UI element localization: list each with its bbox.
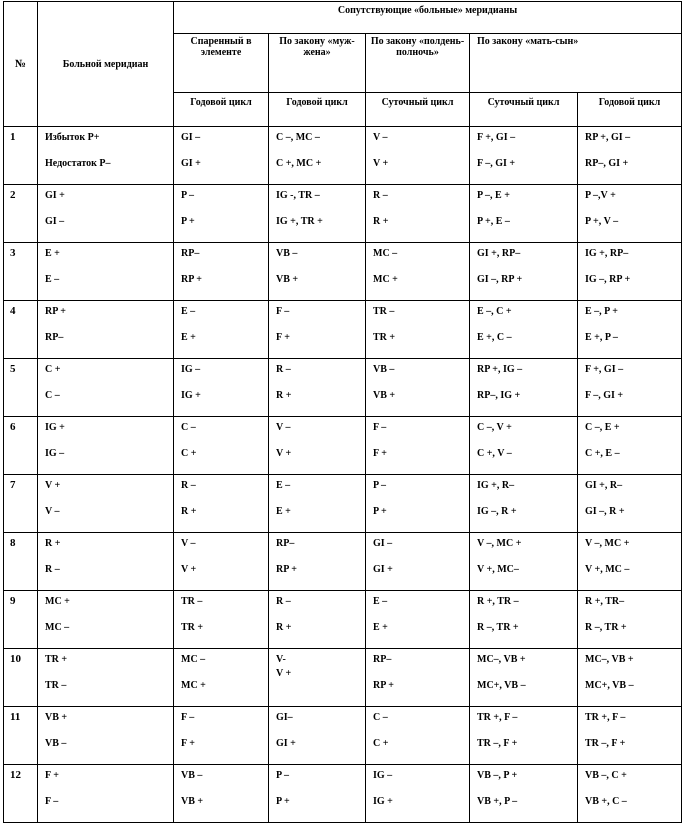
sick-meridian-cell bbox=[38, 707, 174, 765]
excess-value: R + bbox=[45, 538, 61, 549]
meridian-value: GI +, RP– bbox=[477, 248, 521, 259]
meridian-value: RP–, GI + bbox=[585, 158, 629, 169]
meridian-value: IG +, RP– bbox=[585, 248, 629, 259]
meridian-value: C –, E + bbox=[585, 422, 620, 433]
table-row bbox=[4, 649, 682, 707]
excess-value: F + bbox=[45, 770, 59, 781]
row-number: 3 bbox=[4, 243, 38, 301]
mother-son-daily-cell bbox=[470, 417, 578, 475]
meridian-value: F –, GI + bbox=[585, 390, 624, 401]
meridian-value: TR +, F – bbox=[585, 712, 626, 723]
paired-cell bbox=[174, 417, 269, 475]
meridian-value: R +, TR – bbox=[477, 596, 519, 607]
mother-son-daily-cell bbox=[470, 591, 578, 649]
row-number: 12 bbox=[4, 765, 38, 823]
header-cycle: Годовой цикл bbox=[174, 93, 269, 127]
meridian-value: F – bbox=[373, 422, 387, 433]
meridian-value: R + bbox=[276, 390, 292, 401]
meridian-value: IG –, R + bbox=[477, 506, 517, 517]
meridian-value: V + bbox=[276, 448, 292, 459]
deficiency-value: V – bbox=[45, 506, 60, 517]
table-row bbox=[4, 185, 682, 243]
meridian-value: F – bbox=[276, 306, 290, 317]
sick-meridian-cell bbox=[38, 359, 174, 417]
noon-midnight-cell bbox=[366, 301, 470, 359]
row-number: 7 bbox=[4, 475, 38, 533]
meridian-value: TR –, F + bbox=[477, 738, 518, 749]
meridian-value: TR +, F – bbox=[477, 712, 518, 723]
meridian-value: MC – bbox=[373, 248, 398, 259]
sick-meridian-cell bbox=[38, 127, 174, 185]
meridian-value: P –,V + bbox=[585, 190, 616, 201]
meridian-value: IG +, R– bbox=[477, 480, 515, 491]
meridian-value: IG + bbox=[373, 796, 393, 807]
husband-wife-cell bbox=[269, 243, 366, 301]
meridian-value: MC–, VB + bbox=[585, 654, 634, 665]
meridian-value: MC+, VB – bbox=[477, 680, 526, 691]
row-number: 11 bbox=[4, 707, 38, 765]
husband-wife-cell bbox=[269, 591, 366, 649]
meridian-value: F –, GI + bbox=[477, 158, 516, 169]
meridian-value: F + bbox=[181, 738, 195, 749]
husband-wife-cell bbox=[269, 185, 366, 243]
meridian-value: E +, P – bbox=[585, 332, 618, 343]
meridian-value: GI + bbox=[373, 564, 393, 575]
noon-midnight-cell bbox=[366, 243, 470, 301]
table-row bbox=[4, 765, 682, 823]
header-cycle: Годовой цикл bbox=[269, 93, 366, 127]
meridian-value: R –, TR + bbox=[585, 622, 627, 633]
meridian-value: MC+, VB – bbox=[585, 680, 634, 691]
table-row bbox=[4, 707, 682, 765]
mother-son-yearly-cell bbox=[578, 185, 682, 243]
meridian-value: VB + bbox=[373, 390, 396, 401]
meridian-value: GI– bbox=[276, 712, 293, 723]
meridian-value: P +, E – bbox=[477, 216, 510, 227]
meridian-value: P – bbox=[181, 190, 195, 201]
meridian-value: TR –, F + bbox=[585, 738, 626, 749]
meridian-value: E – bbox=[181, 306, 196, 317]
meridian-value: R – bbox=[181, 480, 196, 491]
meridian-value: V- bbox=[276, 654, 286, 665]
deficiency-value: F – bbox=[45, 796, 59, 807]
meridian-value: GI +, R– bbox=[585, 480, 623, 491]
sick-meridian-cell bbox=[38, 591, 174, 649]
table-body bbox=[4, 127, 682, 823]
noon-midnight-cell bbox=[366, 475, 470, 533]
deficiency-value: R – bbox=[45, 564, 60, 575]
meridian-value: VB +, P – bbox=[477, 796, 518, 807]
meridian-value: MC–, VB + bbox=[477, 654, 526, 665]
meridian-value: V –, MC + bbox=[585, 538, 630, 549]
meridian-value: V – bbox=[181, 538, 196, 549]
row-number: 9 bbox=[4, 591, 38, 649]
sick-meridian-cell bbox=[38, 475, 174, 533]
header-cycle: Суточный цикл bbox=[366, 93, 470, 127]
mother-son-yearly-cell bbox=[578, 359, 682, 417]
meridian-value: RP– bbox=[181, 248, 200, 259]
meridian-value: P – bbox=[276, 770, 290, 781]
mother-son-yearly-cell bbox=[578, 533, 682, 591]
deficiency-value: RP– bbox=[45, 332, 64, 343]
sick-meridian-cell bbox=[38, 533, 174, 591]
meridian-value: C +, MC + bbox=[276, 158, 322, 169]
table-row bbox=[4, 127, 682, 185]
husband-wife-cell bbox=[269, 765, 366, 823]
paired-cell bbox=[174, 707, 269, 765]
meridian-value: IG +, TR + bbox=[276, 216, 323, 227]
meridian-value: C – bbox=[373, 712, 388, 723]
noon-midnight-cell bbox=[366, 533, 470, 591]
meridian-value: P + bbox=[373, 506, 387, 517]
meridian-value: MC + bbox=[373, 274, 398, 285]
husband-wife-cell bbox=[269, 301, 366, 359]
row-number: 8 bbox=[4, 533, 38, 591]
table-row bbox=[4, 533, 682, 591]
header-paired: Спаренный в элементе bbox=[174, 34, 269, 93]
meridian-value: V + bbox=[373, 158, 389, 169]
meridian-value: RP–, IG + bbox=[477, 390, 521, 401]
mother-son-daily-cell bbox=[470, 765, 578, 823]
meridian-value: MC + bbox=[181, 680, 206, 691]
deficiency-value: E – bbox=[45, 274, 60, 285]
meridian-value: F – bbox=[181, 712, 195, 723]
noon-midnight-cell bbox=[366, 185, 470, 243]
meridian-value: IG – bbox=[181, 364, 201, 375]
excess-value: VB + bbox=[45, 712, 68, 723]
table-row bbox=[4, 591, 682, 649]
mother-son-yearly-cell bbox=[578, 301, 682, 359]
meridian-value: GI + bbox=[181, 158, 201, 169]
husband-wife-cell bbox=[269, 649, 366, 707]
header-sick-meridian: Больной меридиан bbox=[38, 2, 174, 127]
mother-son-daily-cell bbox=[470, 533, 578, 591]
meridian-value: R – bbox=[373, 190, 388, 201]
meridian-value: E –, C + bbox=[477, 306, 512, 317]
header-husband-wife: По закону «муж-жена» bbox=[269, 34, 366, 93]
noon-midnight-cell bbox=[366, 127, 470, 185]
meridian-value: R – bbox=[276, 364, 291, 375]
meridian-value: P + bbox=[276, 796, 290, 807]
meridian-value: RP– bbox=[373, 654, 392, 665]
excess-value: E + bbox=[45, 248, 60, 259]
paired-cell bbox=[174, 533, 269, 591]
header-noon-midnight: По закону «полдень-полночь» bbox=[366, 34, 470, 93]
meridian-value: R + bbox=[181, 506, 197, 517]
mother-son-daily-cell bbox=[470, 359, 578, 417]
header-number: № bbox=[4, 2, 38, 127]
meridian-value: P +, V – bbox=[585, 216, 619, 227]
deficiency-value: MC – bbox=[45, 622, 70, 633]
row-number: 4 bbox=[4, 301, 38, 359]
meridian-value: GI –, RP + bbox=[477, 274, 523, 285]
deficiency-value: TR – bbox=[45, 680, 67, 691]
meridian-value: GI + bbox=[276, 738, 296, 749]
header-cycle: Суточный цикл bbox=[470, 93, 578, 127]
sick-meridian-cell bbox=[38, 649, 174, 707]
meridian-value: F + bbox=[276, 332, 290, 343]
excess-value: MC + bbox=[45, 596, 70, 607]
mother-son-daily-cell bbox=[470, 475, 578, 533]
meridian-value: RP + bbox=[276, 564, 297, 575]
meridian-value: VB +, C – bbox=[585, 796, 627, 807]
header-mother-son: По закону «мать-сын» bbox=[470, 34, 682, 93]
meridian-value: GI – bbox=[373, 538, 393, 549]
meridian-value: E + bbox=[373, 622, 388, 633]
husband-wife-cell bbox=[269, 533, 366, 591]
meridian-table bbox=[3, 1, 682, 823]
deficiency-value: GI – bbox=[45, 216, 65, 227]
noon-midnight-cell bbox=[366, 649, 470, 707]
excess-value: IG + bbox=[45, 422, 65, 433]
meridian-value: V +, MC– bbox=[477, 564, 519, 575]
noon-midnight-cell bbox=[366, 417, 470, 475]
meridian-value: R + bbox=[373, 216, 389, 227]
meridian-value: R – bbox=[276, 596, 291, 607]
husband-wife-cell bbox=[269, 127, 366, 185]
sick-meridian-cell bbox=[38, 765, 174, 823]
mother-son-daily-cell bbox=[470, 301, 578, 359]
meridian-value: IG + bbox=[181, 390, 201, 401]
meridian-value: R + bbox=[276, 622, 292, 633]
husband-wife-cell bbox=[269, 417, 366, 475]
meridian-value: C –, V + bbox=[477, 422, 512, 433]
meridian-value: C – bbox=[181, 422, 196, 433]
meridian-value: P – bbox=[373, 480, 387, 491]
meridian-value: C +, V – bbox=[477, 448, 512, 459]
meridian-value: TR – bbox=[373, 306, 395, 317]
meridian-value: VB –, P + bbox=[477, 770, 518, 781]
meridian-value: VB + bbox=[276, 274, 299, 285]
sick-meridian-cell bbox=[38, 185, 174, 243]
mother-son-yearly-cell bbox=[578, 417, 682, 475]
mother-son-yearly-cell bbox=[578, 243, 682, 301]
meridian-value: V – bbox=[276, 422, 291, 433]
meridian-value: E – bbox=[373, 596, 388, 607]
meridian-value: RP + bbox=[181, 274, 202, 285]
meridian-value: F +, GI – bbox=[477, 132, 516, 143]
meridian-value: RP– bbox=[276, 538, 295, 549]
meridian-value: IG -, TR – bbox=[276, 190, 320, 201]
table-row bbox=[4, 301, 682, 359]
deficiency-value: IG – bbox=[45, 448, 65, 459]
mother-son-daily-cell bbox=[470, 127, 578, 185]
meridian-value: R +, TR– bbox=[585, 596, 625, 607]
meridian-value: V –, MC + bbox=[477, 538, 522, 549]
paired-cell bbox=[174, 765, 269, 823]
paired-cell bbox=[174, 185, 269, 243]
mother-son-yearly-cell bbox=[578, 127, 682, 185]
excess-value: RP + bbox=[45, 306, 66, 317]
meridian-value: P –, E + bbox=[477, 190, 510, 201]
meridian-value: V +, MC – bbox=[585, 564, 630, 575]
paired-cell bbox=[174, 127, 269, 185]
meridian-value: V + bbox=[181, 564, 197, 575]
meridian-value: TR – bbox=[181, 596, 203, 607]
deficiency-value: C – bbox=[45, 390, 60, 401]
meridian-value: VB – bbox=[181, 770, 203, 781]
meridian-value: VB + bbox=[181, 796, 204, 807]
mother-son-daily-cell bbox=[470, 185, 578, 243]
husband-wife-cell bbox=[269, 359, 366, 417]
excess-value: C + bbox=[45, 364, 61, 375]
meridian-value: E +, C – bbox=[477, 332, 512, 343]
paired-cell bbox=[174, 301, 269, 359]
paired-cell bbox=[174, 591, 269, 649]
husband-wife-cell bbox=[269, 475, 366, 533]
mother-son-yearly-cell bbox=[578, 707, 682, 765]
meridian-value: E + bbox=[276, 506, 291, 517]
meridian-value: TR + bbox=[373, 332, 396, 343]
noon-midnight-cell bbox=[366, 591, 470, 649]
meridian-value: F + bbox=[373, 448, 387, 459]
paired-cell bbox=[174, 359, 269, 417]
meridian-value: RP +, IG – bbox=[477, 364, 523, 375]
excess-value: TR + bbox=[45, 654, 68, 665]
paired-cell bbox=[174, 649, 269, 707]
sick-meridian-cell bbox=[38, 301, 174, 359]
meridian-value: IG – bbox=[373, 770, 393, 781]
meridian-value: P + bbox=[181, 216, 195, 227]
excess-value: GI + bbox=[45, 190, 65, 201]
noon-midnight-cell bbox=[366, 359, 470, 417]
table-row bbox=[4, 243, 682, 301]
meridian-value: R –, TR + bbox=[477, 622, 519, 633]
meridian-value: VB – bbox=[373, 364, 395, 375]
meridian-value: E –, P + bbox=[585, 306, 618, 317]
noon-midnight-cell bbox=[366, 707, 470, 765]
mother-son-daily-cell bbox=[470, 649, 578, 707]
meridian-value: C + bbox=[181, 448, 197, 459]
husband-wife-cell bbox=[269, 707, 366, 765]
deficiency-value: VB – bbox=[45, 738, 67, 749]
row-number: 10 bbox=[4, 649, 38, 707]
header-cycle: Годовой цикл bbox=[578, 93, 682, 127]
paired-cell bbox=[174, 475, 269, 533]
excess-value: Избыток P+ bbox=[45, 132, 100, 143]
meridian-value: C +, E – bbox=[585, 448, 620, 459]
row-number: 2 bbox=[4, 185, 38, 243]
meridian-value: E + bbox=[181, 332, 196, 343]
meridian-value: C –, MC – bbox=[276, 132, 320, 143]
meridian-value: C + bbox=[373, 738, 389, 749]
mother-son-daily-cell bbox=[470, 243, 578, 301]
row-number: 6 bbox=[4, 417, 38, 475]
meridian-value: MC – bbox=[181, 654, 206, 665]
meridian-value: F +, GI – bbox=[585, 364, 624, 375]
sick-meridian-cell bbox=[38, 417, 174, 475]
meridian-value: V – bbox=[373, 132, 388, 143]
row-number: 1 bbox=[4, 127, 38, 185]
meridian-value: VB –, C + bbox=[585, 770, 627, 781]
meridian-value: E – bbox=[276, 480, 291, 491]
meridian-value: GI – bbox=[181, 132, 201, 143]
mother-son-yearly-cell bbox=[578, 591, 682, 649]
excess-value: V + bbox=[45, 480, 61, 491]
table-row bbox=[4, 417, 682, 475]
noon-midnight-cell bbox=[366, 765, 470, 823]
meridian-value: RP +, GI – bbox=[585, 132, 631, 143]
table-row bbox=[4, 359, 682, 417]
meridian-value: GI –, R + bbox=[585, 506, 625, 517]
paired-cell bbox=[174, 243, 269, 301]
meridian-value: IG –, RP + bbox=[585, 274, 631, 285]
meridian-value: RP + bbox=[373, 680, 394, 691]
meridian-value: VB – bbox=[276, 248, 298, 259]
table-row bbox=[4, 475, 682, 533]
meridian-value: TR + bbox=[181, 622, 204, 633]
row-number: 5 bbox=[4, 359, 38, 417]
mother-son-yearly-cell bbox=[578, 649, 682, 707]
deficiency-value: Недостаток P– bbox=[45, 158, 111, 169]
mother-son-yearly-cell bbox=[578, 475, 682, 533]
meridian-value: V + bbox=[276, 668, 292, 679]
header-concomitant: Сопутствующие «больные» меридианы bbox=[174, 2, 682, 34]
sick-meridian-cell bbox=[38, 243, 174, 301]
mother-son-daily-cell bbox=[470, 707, 578, 765]
mother-son-yearly-cell bbox=[578, 765, 682, 823]
